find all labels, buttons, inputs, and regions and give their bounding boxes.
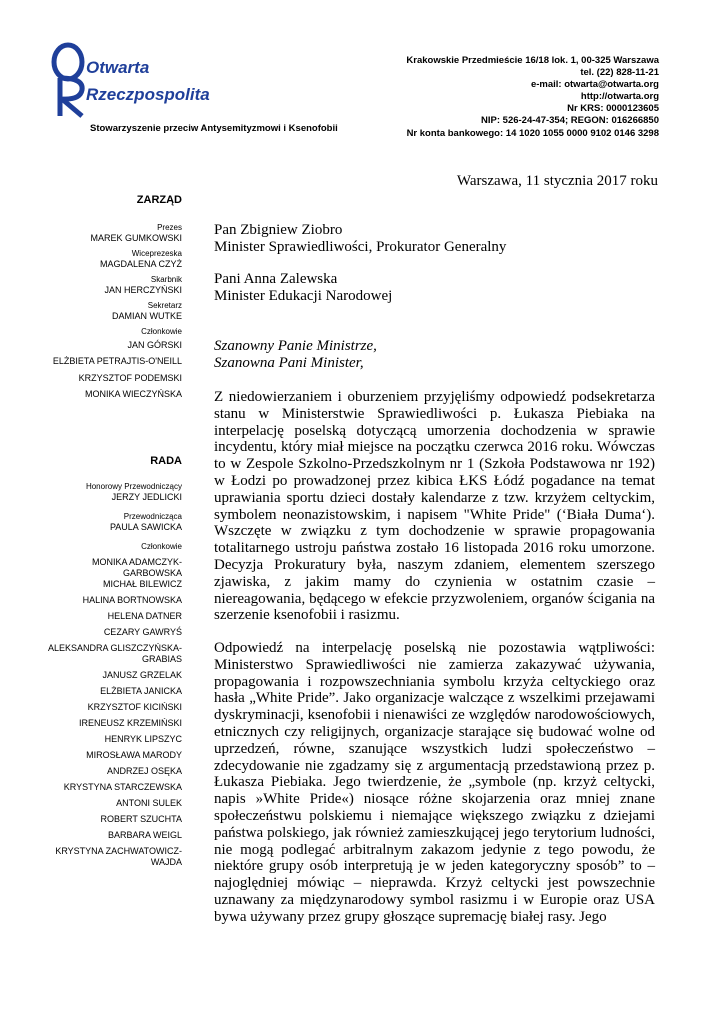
- role-label: Przewodnicząca: [123, 512, 182, 521]
- member-name: PAULA SAWICKA: [109, 522, 182, 532]
- member-name: IRENEUSZ KRZEMIŃSKI: [78, 718, 182, 728]
- member-name: MAGDALENA CZYŻ: [99, 259, 182, 269]
- member-name: KRZYSZTOF KICIŃSKI: [87, 702, 182, 712]
- member-name: MONIKA WIECZYŃSKA: [84, 388, 182, 399]
- council-heading: RADA: [150, 455, 182, 467]
- organization-tagline: Stowarzyszenie przeciw Antysemityzmowi i Ksenofobii: [90, 123, 338, 134]
- logo-o-ring: [54, 45, 82, 79]
- member-name: BARBARA WEIGL: [107, 830, 182, 840]
- contact-block: [406, 55, 659, 140]
- member-name: MAREK GUMKOWSKI: [90, 233, 182, 243]
- addressee-block-1: [214, 222, 655, 255]
- contact-bank-account: Nr konta bankowego: 14 1020 1055 0000 9102 0146 3298: [406, 127, 659, 139]
- contact-krs: Nr KRS: 0000123605: [567, 103, 659, 115]
- member-name: MONIKA ADAMCZYK- GARBOWSKA MICHAŁ BILEWICZ: [91, 557, 182, 589]
- contact-address: Krakowskie Przedmieście 16/18 lok. 1, 00-325 Warszawa: [406, 55, 659, 66]
- letter-date: Warszawa, 11 stycznia 2017 roku: [456, 173, 658, 189]
- contact-email[interactable]: e-mail: otwarta@otwarta.org: [530, 79, 659, 91]
- logo-r-letter: [60, 78, 82, 116]
- member-name: KRZYSZTOF PODEMSKI: [78, 372, 182, 383]
- member-name: JERZY JEDLICKI: [111, 492, 182, 502]
- paragraph-text: Odpowiedź na interpelację poselską nie pozostawia wątpliwości: Ministerstwo Sprawiedliwości nie zamierza zakazywać używania, propagowania i rozpowszechniania symbolu krzyża celtyckiego oraz hasła „White Pride”. Jako organizacje walczące z wszelkimi przejawami dyskryminacji, ksenofobii i nienawiści ze względów narodowościowych, etnicznych czy religijnych, organizacje starające się budować wolne od uprzedzeń, równe, szanujące wszystkich ludzi społeczeństwo – zdecydowanie nie zgadzamy się z argumentacją przedstawioną przez p. Łukasza Piebiaka. Jego twierdzenie, że „symbole (np. krzyż celtycki, napis »White Pride«) niosące różne skojarzenia oraz mniej znane społeczeństwu polskiemu i niemające większego związku z dziejami państwa polskiego, jak również zamieszkującej jego terytorium ludności, nie mogą podlegać arbitralnym zakazom jedynie z tego powodu, że niektóre grupy osób interpretują je w jeden kategoryczny sposób” to – najoględniej mówiąc – nieprawda. Krzyż celtycki jest powszechnie uznawany za międzynarodowy symbol rasizmu i w Europie oraz USA bywa używany przez grupy głoszące supremację białej rasy. Jego: [214, 640, 655, 925]
- addressee-name: Pan Zbigniew Ziobro: [214, 222, 343, 238]
- role-label: Honorowy Przewodniczący: [85, 482, 182, 491]
- salutation-line: Szanowny Panie Ministrze,: [214, 338, 377, 354]
- logo-line1: Otwarta: [86, 58, 150, 77]
- role-label: Prezes: [157, 223, 182, 232]
- organization-logo: [50, 42, 250, 122]
- member-name: JAN HERCZYŃSKI: [104, 285, 182, 295]
- council-section: [40, 455, 182, 868]
- addressee-name: Pani Anna Zalewska: [214, 271, 338, 287]
- role-label: Sekretarz: [147, 301, 182, 310]
- addressee-title: Minister Sprawiedliwości, Prokurator Generalny: [214, 238, 507, 255]
- contact-phone: tel. (22) 828-11-21: [580, 67, 659, 79]
- member-name: ROBERT SZUCHTA: [100, 814, 182, 824]
- role-label: Wiceprezeska: [131, 249, 182, 258]
- member-name: ELŻBIETA JANICKA: [100, 686, 182, 696]
- member-name: JAN GÓRSKI: [127, 340, 182, 350]
- member-name: HELENA DATNER: [107, 611, 182, 621]
- member-name: ANTONI SULEK: [116, 798, 182, 808]
- member-name: ALEKSANDRA GLISZCZYŃSKA- GRABIAS: [47, 643, 182, 664]
- member-name: ELŻBIETA PETRAJTIS-O'NEILL: [52, 356, 182, 367]
- member-name: HENRYK LIPSZYC: [104, 734, 182, 744]
- role-label: Członkowie: [141, 542, 182, 551]
- member-name: DAMIAN WUTKE: [111, 311, 182, 321]
- member-name: MIROSŁAWA MARODY: [86, 750, 182, 760]
- contact-website[interactable]: http://otwarta.org: [580, 91, 659, 103]
- member-name: ANDRZEJ OSĘKA: [106, 766, 182, 776]
- member-name: JANUSZ GRZELAK: [102, 670, 182, 680]
- role-label: Skarbnik: [150, 275, 182, 284]
- addressee-block-2: [214, 271, 655, 304]
- member-name: CEZARY GAWRYŚ: [103, 627, 182, 637]
- member-name: HALINA BORTNOWSKA: [82, 595, 182, 605]
- letter-paragraph-1: [214, 389, 655, 624]
- contact-nip-regon: NIP: 526-24-47-354; REGON: 016266850: [481, 115, 659, 127]
- addressee-title: Minister Edukacji Narodowej: [214, 287, 393, 304]
- board-heading: ZARZĄD: [136, 194, 182, 206]
- role-label: Członkowie: [141, 327, 182, 336]
- board-section: [40, 194, 182, 402]
- paragraph-text: Z niedowierzaniem i oburzeniem przyjęliśmy odpowiedź podsekretarza stanu w Ministerstwie Sprawiedliwości p. Łukasza Piebiaka na interpelację poselską dotyczącą umorzenia dochodzenia w sprawie incydentu, który miał miejsce na początku czerwca 2016 roku. Wówczas to w Zespole Szkolno-Przedszkolnym nr 1 (Szkoła Podstawowa nr 192) w Łodzi po prowadzonej przez kibica ŁKS Łódź pogadance na temat uprawiania sportu dzieci dostały kalendarze z tzw. krzyżem celtyckim, symbolem neonazistowskim, i napisem "White Pride" (‘Biała Duma‘). Wszczęte w związku z tym dochodzenie w sprawie propagowania totalitarnego ustroju państwa zostało 16 listopada 2016 roku umorzone. Decyzja Prokuratury była, naszym zdaniem, elementem szerszego zjawiska, z jakim mamy do czynienia w ostatnim czasie – niereagowania, będącego w efekcie przyzwoleniem, organów ścigania na szerzenie ksenofobii i rasizmu.: [214, 389, 655, 624]
- logo-line2: Rzeczpospolita: [86, 85, 210, 104]
- member-name: KRYSTYNA ZACHWATOWICZ- WAJDA: [55, 846, 182, 867]
- council-members-list: [40, 557, 182, 868]
- letter-paragraph-2: [214, 640, 655, 926]
- salutation-line: Szanowna Pani Minister,: [214, 354, 364, 371]
- salutation: [214, 338, 655, 371]
- member-name: KRYSTYNA STARCZEWSKA: [63, 782, 182, 792]
